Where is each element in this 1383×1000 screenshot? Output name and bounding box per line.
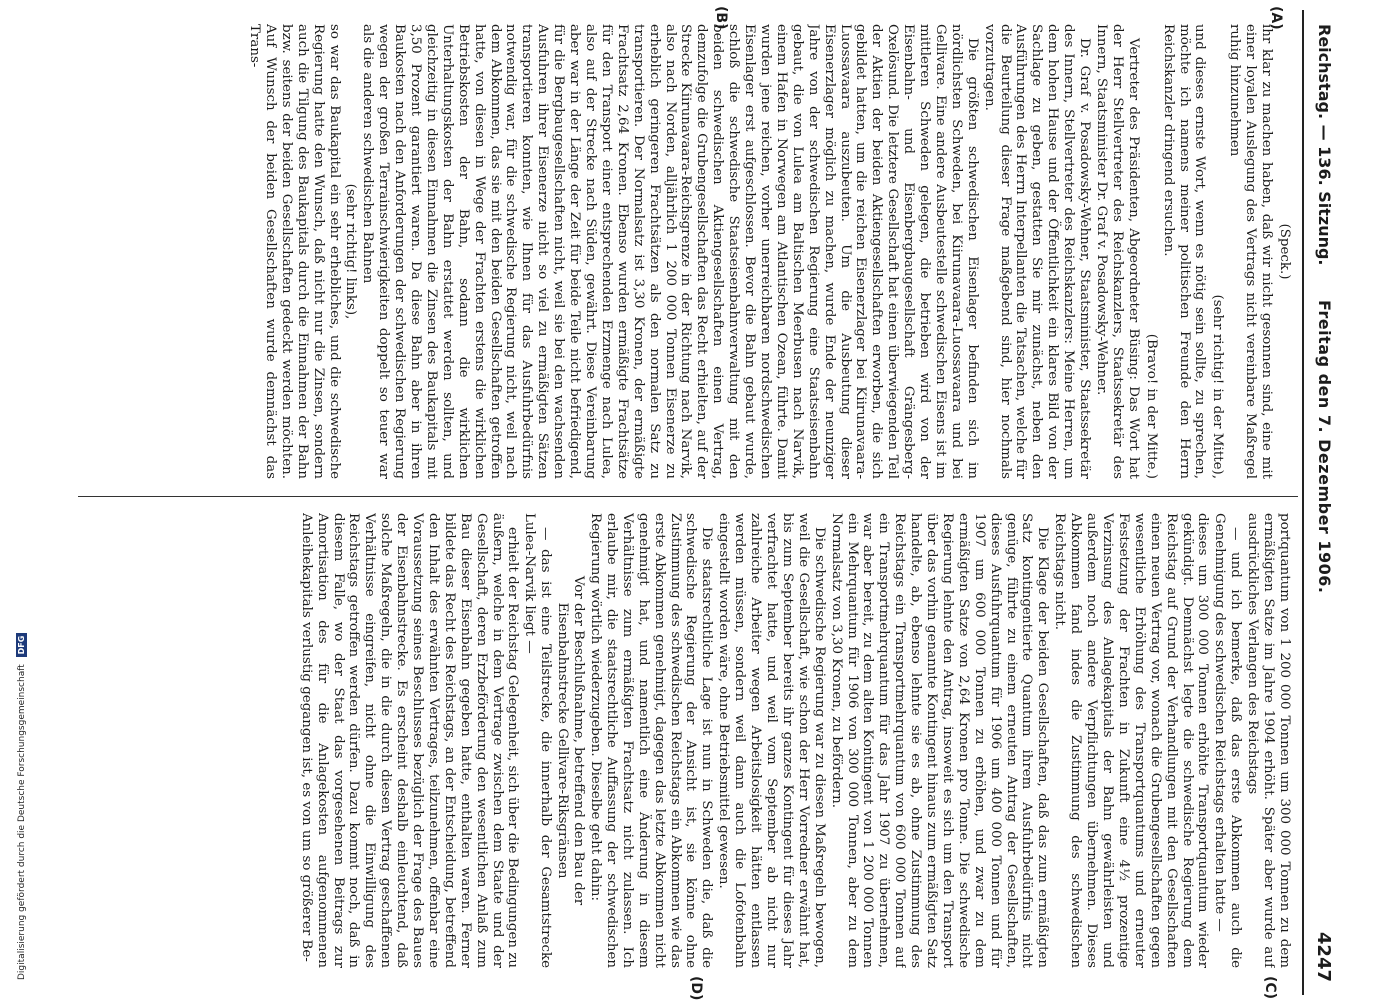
interjection: — und ich bemerke, daß das erste Abkommen auch die Genehmigung des schwedischen Reichstags erhalten hatte — bbox=[1212, 513, 1244, 968]
paragraph: portquantum von 1 200 000 Tonnen um 300 000 Tonnen zu dem ermäßigten Satze im Jahre 1904 erhöht. Später aber wurde auf ausdrückliches Verlangen des Reichstags bbox=[1245, 513, 1292, 968]
margin-marker-d: (D) bbox=[688, 976, 704, 1000]
paragraph: dieses um 300 000 Tonnen erhöhte Transportquantum wieder gekündigt. Demnächst legte die schwedische Regierung dem Reichstag auf Grund der Verhandlungen mit den Gesellschaften einen neuen Vertrag vor, wonach die Grubengesellschaften gegen wesentliche Erhöhung des Transportquantums und erneuter Festsetzung der Frachten in Zukunft eine 4½ prozentige Verzinsung des Anlagekapitals der Bahn gewährleisten und außerdem noch andere Verpflichtungen übernehmen. Dieses Abkommen fand indes die Zustimmung des schwedischen Reichstags nicht. bbox=[1052, 513, 1211, 968]
footer-credit bbox=[16, 633, 27, 980]
page-number: 4247 bbox=[1313, 931, 1334, 982]
paragraph: Die schwedische Regierung war zu diesen Maßregeln bewogen, weil die Gesellschaft, wie schon der Herr Vorredner erwähnt hat, bis zum September bereits ihr ganzes Kontingent für dieses Jahr verfrachtet hatte, und weil vom September ab nicht nur zahlreiche Arbeiter wegen Arbeitslosigkeit hätten entlassen werden müssen, sondern weil dann auch die Lofotenbahn eingestellt worden wäre, ohne Betriebsmittel gewesen. bbox=[716, 513, 827, 968]
interjection: (sehr richtig! links), bbox=[343, 183, 359, 320]
interjection: (sehr richtig! in der Mitte), bbox=[1210, 294, 1226, 479]
left-column bbox=[77, 24, 1292, 479]
paragraph: und dieses ernste Wort, wenn es nötig sein sollte, zu sprechen, möchte ich namens meiner politischen Freunde den Herrn Reichskanzler dringend ersuchen. bbox=[1160, 24, 1208, 479]
dfg-footer bbox=[0, 0, 27, 1000]
paragraph: so war das Baukapital ein sehr erhebliches, und die schwedische Regierung hatte den Wunsch, daß nicht nur die Zinsen, sondern auch die Tilgung des Baukapitals durch die Einnahmen der Bahn bzw. seitens der beiden Gesellschaften gedeckt werden möchten. Auf Wunsch der beiden Gesellschaften wurde demnächst das Trans- bbox=[247, 24, 342, 479]
interjection: (Bravo! in der Mitte.) bbox=[1143, 333, 1159, 479]
paragraph: Die größten schwedischen Eisenlager befinden sich im nördlichsten Schweden, bei Kiirunavaara-Luossavaara und bei Gellivare. Eine andere Ausbeutestelle schwedischen Eisens ist im mittleren Schweden gelegen, die betrieben wird von der Eisenbahn- und Eisenbergbaugesellschaft Grängesberg-Oxelösund. Die letztere Gesellschaft hat einen überwiegenden Teil der Aktien der beiden Aktiengesellschaften erworben, die sich gebildet hatten, um die reichen Eisenerzlager bei Kiirunavaara-Luossavaara auszubeuten. Um die Ausbeutung dieser Eisenerzlager möglich zu machen, wurde Ende der neunziger Jahre von der schwedischen Regierung eine Staatseisenbahn gebaut, die von Lulea am Baltischen Meerbusen nach Narvik, einem Hafen in Norwegen am Atlantischen Ozean, führte. Damit wurden jene reichen, vorher unerreichbaren nordschwedischen Eisenlager erst aufgeschlossen. Bevor die Bahn gebaut wurde, schloß die schwedische Staatseisenbahnverwaltung mit den beiden schwedischen Aktiengesellschaften einen Vertrag, demzufolge die Grubengesellschaften das Recht erhielten, auf der Strecke Kiirunavaara-Reichsgrenze in der Richtung nach Narvik, also nach Norden, alljährlich 1 200 000 Tonnen Eisenerze zu erheblich geringeren Frachtsätzen als den normalen Satz zu transportieren. Der Normalsatz ist 3,30 Kronen, der ermäßigte Frachtsatz 2,64 Kronen. Ebenso wurden ermäßigte Frachtsätze für den Transport einer entsprechenden Erzmenge nach Lulea, also auf der Strecke nach Süden, gewährt. Diese Vereinbarung aber war in der Länge der Zeit für beide Teile nicht befriedigend, für die Bergbaugesellschaften nicht, weil sie bei den wachsenden Ausfuhren ihrer Eisenerze nicht so viel zu ermäßigten Sätzen transportieren konnten, wie Ihnen für das Ausfuhrbedürfnis notwendig war, für die schwedische Regierung nicht, weil nach dem Abkommen, das sie mit den beiden Gesellschaften getroffen hatte, von diesen in Wege der Frachten erstens die wirklichen Betriebskosten der Bahn, sodann die wirklichen Unterhaltungskosten der Bahn erstattet werden sollten, und gleichzeitig in diesen Einnahmen die Zinsen des Baukapitals mit 3,50 Prozent garantiert waren. Da diese Bahn aber in ihren Baukosten nach den Anforderungen der schwedischen Regierung wegen der großen Terrainschwierigkeiten doppelt so teuer war als die anderen schwedischen Bahnen bbox=[360, 24, 980, 479]
speaker-tag: (Speck.) bbox=[1277, 223, 1292, 280]
paragraph: Vertreter des Präsidenten, Abgeordneter Büsing: Das Wort hat der Herr Stellvertreter des Reichskanzlers, Staatssekretär des Innern, Staatsminister Dr. Graf v. Posadowsky-Wehner. bbox=[1094, 24, 1141, 479]
paragraph: Die staatsrechtliche Lage ist nun in Schweden die, daß die schwedische Regierung der Ansicht ist, sie könne ohne Zustimmung des schwedischen Reichstags ein Abkommen wie das erste Abkommen genehmigt, dagegen das letzte Abkommen nicht genehmigt hat, und namentlich eine Änderung in diesem Verhältnisse zum ermäßigten Frachtsatz nicht zulassen. Ich erlaube mir, die staatsrechtliche Auffassung der schwedischen Regierung wörtlich wiederzugeben. Dieselbe geht dahin: bbox=[588, 513, 715, 968]
right-column bbox=[77, 513, 1292, 968]
margin-marker-a: (A) bbox=[1268, 6, 1284, 30]
margin-marker-c: (C) bbox=[1262, 976, 1278, 1000]
paragraph: Dr. Graf v. Posadowsky-Wehner, Staatsminister, Staatssekretär des Innern, Stellvertreter des Reichskanzlers: Meine Herren, um dem hohen Hause und der Öffentlichkeit ein klares Bild von der Sachlage zu geben, gestatten Sie mir zunächst, neben den Ausführungen des Herrn Interpellanten die Tatsachen, welche für die Beurteilung dieser Frage maßgebend sind, hier nochmals vorzutragen. bbox=[981, 24, 1093, 479]
header-session: Reichstag. — 136. Sitzung. bbox=[1315, 24, 1334, 266]
header-date: Freitag den 7. Dezember 1906. bbox=[1315, 300, 1334, 594]
quotation: erhielt der Reichstag Gelegenheit, sich über die Bedingungen zu äußern, welche in dem Vertrage zwischen dem Staate und der Gesellschaft, deren Erzbeförderung den wesentlichen Anlaß zum Bau dieser Eisenbahn gegeben hatte, enthalten waren. Ferner bildete das Recht des Reichstags, an der Entscheidung, betreffend den Inhalt des erwähnten Vertrages, teilzunehmen, offenbar eine Voraussetzung seines Beschlusses bezüglich der Frage des Baues der Eisenbahnstrecke. Es erscheint deshalb einleuchtend, daß solche Maßregeln, die in die durch diesen Vertrag geschaffenen Verhältnisse eingreifen, nicht ohne die Einwilligung des Reichstags getroffen werden dürfen. Dazu kommt noch, daß in diesem Falle, wo der Staat das vorgesehenen Beitrags zur Amortisation des für die Anlagekosten aufgenommenen Anleihekapitals verlustig gegangen ist, es von um so größerer Be- bbox=[298, 513, 521, 968]
quotation: Vor der Beschlußnahme, betreffend den Bau der Eisenbahnstrecke Gellivare-Riksgränsen bbox=[555, 575, 587, 906]
header-rule bbox=[1302, 10, 1304, 995]
scanned-page bbox=[72, 0, 1344, 1000]
paragraph: Die Klage der beiden Gesellschaften, daß das zum ermäßigten Satz kontingentierte Quantum ihrem Ausfuhrbedürfnis nicht genüge, führte zu einem erneuten Antrag der Gesellschaften, dieses Ausfuhrquantum für 1906 um 400 000 Tonnen und für 1907 um 600 000 Tonnen zu erhöhen, und zwar zu dem ermäßigten Satze von 2,64 Kronen pro Tonne. Die schwedische Regierung lehnte den Antrag, insoweit es sich um den Transport über das vorhin genannte Kontingent hinaus zum ermäßigten Satz handelte, ab, ebenso lehnte sie es ab, ohne Zustimmung des Reichstags ein Transportmehrquantum von 600 000 Tonnen auf ein Transportmehrquantum für das Jahr 1907 zu übernehmen, war aber bereit, zu dem alten Kontingent von 1 200 000 Tonnen ein Mehrquantum für 1906 von 300 000 Tonnen, aber zu dem Normalsatz von 3,30 Kronen, zu befördern. bbox=[828, 513, 1051, 968]
column-divider bbox=[78, 496, 1298, 497]
page-header bbox=[1310, 0, 1340, 1000]
margin-marker-b: (B) bbox=[713, 6, 729, 30]
footer-credit-text: Digitalisierung gefördert durch die Deutsche Forschungsgemeinschaft bbox=[17, 664, 27, 980]
interjection: — das ist eine Teilstrecke, die innerhalb der Gesamtstrecke Lulea-Narvik liegt — bbox=[522, 513, 554, 968]
paragraph: ihr klar zu machen haben, daß wir nicht gesonnen sind, eine mit einer loyalen Auslegung des Vertrags nicht vereinbare Maßregel ruhig hinzunehmen bbox=[1227, 24, 1275, 479]
dfg-logo: DFG bbox=[16, 633, 27, 658]
